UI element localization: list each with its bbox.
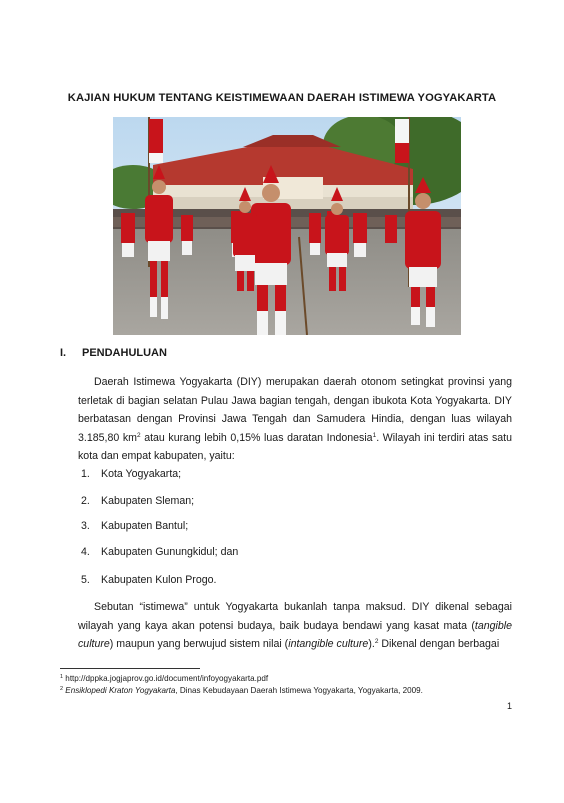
kraton-guards-photo — [113, 117, 461, 335]
section-number: I. — [60, 347, 67, 359]
footnote-2 — [60, 685, 520, 697]
footnote-divider — [60, 668, 200, 669]
list-item-number: 3. — [81, 520, 90, 532]
paragraph-istimewa-text-3: ). — [368, 638, 375, 650]
list-item — [81, 546, 381, 558]
list-item — [81, 495, 381, 507]
list-item — [81, 574, 381, 586]
footnote-ref-1: 1 — [372, 431, 377, 439]
paragraph-istimewa — [78, 598, 512, 654]
list-item-text: Kabupaten Gunungkidul; dan — [101, 546, 239, 558]
list-item-text: Kota Yogyakarta; — [101, 468, 182, 480]
list-item-text: Kabupaten Kulon Progo. — [101, 574, 217, 586]
footnotes — [60, 673, 520, 697]
paragraph-intro-text-2: atau kurang lebih 0,15% luas daratan Indonesia — [140, 431, 373, 444]
footnote-2-mark: 2 — [60, 686, 64, 692]
superscript-km: 2 — [136, 431, 141, 439]
paragraph-istimewa-text-4: Dikenal dengan berbagai — [378, 638, 500, 650]
page-number: 1 — [507, 701, 513, 711]
document-title: KAJIAN HUKUM TENTANG KEISTIMEWAAN DAERAH ISTIMEWA YOGYAKARTA — [67, 92, 497, 104]
paragraph-intro — [78, 373, 512, 466]
paragraph-intro-text-3: . Wilayah ini terdiri atas satu kota dan empat kabupaten, yaitu: — [78, 431, 512, 462]
footnote-ref-2: 2 — [374, 638, 379, 645]
list-item-text: Kabupaten Sleman; — [101, 495, 195, 507]
paragraph-intro-text: Daerah Istimewa Yogyakarta (DIY) merupakan daerah otonom setingkat provinsi yang terletak di bagian selatan Pulau Jawa bagian tengah, dengan ibukota Kota Yogyakarta. DIY berbatasan dengan Provinsi Jawa Tengah dan Samudera Hindia, dengan luas wilayah 3.185,80 km — [78, 376, 512, 444]
list-item-number: 4. — [81, 546, 90, 558]
section-title: PENDAHULUAN — [82, 347, 167, 359]
footnote-1 — [60, 673, 520, 685]
term-tangible: tangible culture — [78, 619, 512, 650]
term-intangible: intangible culture — [288, 638, 369, 650]
footnote-1-link[interactable]: http://dppka.jogjaprov.go.id/document/infoyogyakarta.pdf — [63, 674, 269, 683]
paragraph-istimewa-text: Sebutan “istimewa” untuk Yogyakarta bukanlah tanpa maksud. DIY dikenal sebagai wilayah yang kaya akan potensi budaya, baik budaya bendawi yang kasat mata ( — [78, 601, 512, 632]
paragraph-istimewa-text-2: ) maupun yang berwujud sistem nilai ( — [109, 638, 289, 650]
list-item — [81, 468, 381, 480]
list-item-number: 5. — [81, 574, 90, 586]
list-item — [81, 520, 381, 532]
section-heading — [60, 347, 167, 359]
list-item-number: 1. — [81, 468, 90, 480]
footnote-2-title: Ensiklopedi Kraton Yogyakarta — [63, 686, 176, 695]
footnote-2-text: , Dinas Kebudayaan Daerah Istimewa Yogyakarta, Yogyakarta, 2009. — [175, 686, 423, 695]
list-item-number: 2. — [81, 495, 90, 507]
list-item-text: Kabupaten Bantul; — [101, 520, 189, 532]
footnote-1-mark: 1 — [60, 674, 64, 680]
